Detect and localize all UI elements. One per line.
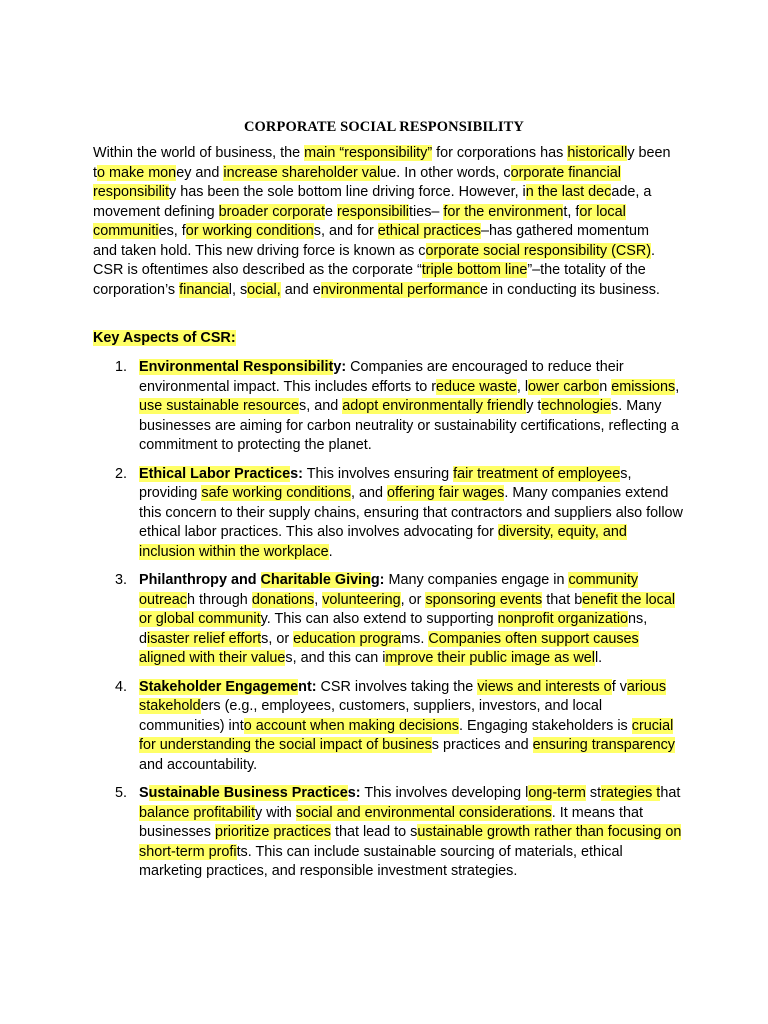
highlighted-text: nvironmental performanc xyxy=(320,281,480,298)
key-aspects-list xyxy=(93,358,683,891)
text-run: . xyxy=(328,543,333,560)
text-run: st xyxy=(585,785,602,801)
highlighted-text: n the last dec xyxy=(525,184,612,200)
text-run: e xyxy=(325,203,338,220)
aspect-text xyxy=(139,785,681,879)
text-run: hat xyxy=(660,785,681,801)
highlighted-text: balance profitabilit xyxy=(139,804,255,821)
highlighted-text: orporate financial responsibilit xyxy=(93,164,621,200)
highlighted-text: volunteering xyxy=(322,591,401,608)
highlighted-text: ocial, xyxy=(247,281,281,298)
highlighted-text: echnologie xyxy=(541,398,612,414)
text-run: This involves ensuring xyxy=(302,465,454,482)
highlighted-text: social and environmental considerations xyxy=(295,804,552,821)
aspect-text xyxy=(139,466,683,560)
text-run: ns, d xyxy=(139,611,648,647)
highlighted-text: donations xyxy=(251,591,315,608)
text-run: . Many companies extend this concern to their supply chains, ensuring that contractors and suppliers also follow ethical labor practices. This also involves advocating for xyxy=(139,485,683,540)
highlighted-text: or working condition xyxy=(185,223,314,239)
text-run: . CSR is oftentimes also described as the corporate “ xyxy=(93,242,656,278)
section-heading-text: Key Aspects of CSR: xyxy=(93,330,236,346)
highlighted-text: nonprofit organizatio xyxy=(497,611,629,627)
section-heading xyxy=(93,329,236,349)
highlighted-text: prioritize practices xyxy=(215,824,331,840)
text-run: y with xyxy=(255,804,296,821)
highlighted-text: or local communiti xyxy=(93,203,626,239)
text-run: , and xyxy=(351,485,388,501)
highlighted-text: fair treatment of employee xyxy=(453,465,621,482)
text-run: , xyxy=(314,591,323,608)
text-run: y been t xyxy=(93,145,671,181)
highlighted-text: ethical practices xyxy=(377,223,481,239)
text-run: s. Many businesses are aiming for carbon neutrality or sustainability certifications, reflecting a commitment to protecting the planet. xyxy=(139,398,679,453)
aspect-text xyxy=(139,359,679,453)
highlighted-text: views and interests o xyxy=(477,678,612,695)
text-run: ey and xyxy=(176,164,224,181)
text-run: s practices and xyxy=(431,737,533,753)
highlighted-text: for the environmen xyxy=(443,203,564,220)
intro-paragraph xyxy=(93,144,673,300)
text-run: for corporations has xyxy=(432,145,568,161)
text-run: . Engaging stakeholders is xyxy=(458,717,632,734)
highlighted-text: ensuring transparency xyxy=(532,737,675,753)
text-run: n xyxy=(599,378,612,395)
text-run: . It means that businesses xyxy=(139,804,643,840)
text-run: t, f xyxy=(563,203,580,220)
text-run: , or xyxy=(400,591,426,608)
text-run: and accountability. xyxy=(139,756,258,773)
highlighted-text: triple bottom line xyxy=(421,262,528,278)
highlighted-text: responsibili xyxy=(337,203,410,220)
highlighted-text: Environmental Responsibilit xyxy=(139,359,334,375)
aspect-item xyxy=(93,678,683,776)
aspect-text xyxy=(139,572,675,666)
document-title: CORPORATE SOCIAL RESPONSIBILITY xyxy=(243,119,524,135)
aspect-item xyxy=(93,571,683,669)
highlighted-text: orporate social responsibility (CSR) xyxy=(425,242,652,259)
text-run: y. This can also extend to supporting xyxy=(260,611,498,627)
text-run: s, or xyxy=(261,630,294,647)
highlighted-text: sponsoring events xyxy=(425,591,543,608)
aspect-text xyxy=(139,679,675,773)
text-run: that lead to s xyxy=(330,824,418,840)
bold-text: g: xyxy=(370,572,385,588)
text-run: ts. This can include sustainable sourcing of materials, ethical marketing practices, and responsible investment strategies. xyxy=(139,843,623,879)
list-number: 2. xyxy=(115,465,128,482)
aspect-item xyxy=(93,784,683,882)
text-run: This involves developing l xyxy=(360,785,529,801)
highlighted-text: Stakeholder Engageme xyxy=(139,678,299,695)
text-run: and e xyxy=(280,281,321,298)
highlighted-text: adopt environmentally friendl xyxy=(342,398,527,414)
highlighted-text: historicall xyxy=(567,145,628,161)
text-run: , xyxy=(675,378,680,395)
bold-text: s: xyxy=(347,785,361,801)
aspect-item xyxy=(93,358,683,456)
highlighted-text: safe working conditions xyxy=(201,485,351,501)
text-run: es, f xyxy=(158,223,186,239)
highlighted-text: offering fair wages xyxy=(387,485,505,501)
text-run: ade, a movement defining xyxy=(93,184,652,220)
highlighted-text: increase shareholder val xyxy=(223,164,381,181)
highlighted-text: ustainable growth rather than focusing on short-term profi xyxy=(139,824,682,860)
text-run: Many companies engage in xyxy=(384,572,569,588)
highlighted-text: main “responsibility” xyxy=(304,145,433,161)
text-run: y t xyxy=(526,398,542,414)
highlighted-text: diversity, equity, and inclusion within the workplace xyxy=(139,524,627,560)
text-run: ue. In other words, c xyxy=(380,164,511,181)
list-number: 4. xyxy=(115,678,128,695)
text-run: Within the world of business, the xyxy=(93,145,305,161)
highlighted-text: rategies t xyxy=(601,785,661,801)
text-run: s, and xyxy=(299,398,343,414)
text-run: ties– xyxy=(409,203,444,220)
bold-text: s: xyxy=(290,465,303,482)
highlighted-text: community outreac xyxy=(139,572,639,608)
bold-text: Philanthropy and xyxy=(139,572,261,588)
text-run: ”–the totality of the corporation’s xyxy=(93,262,646,298)
highlighted-text: educe waste xyxy=(436,378,517,395)
text-run: s, providing xyxy=(139,465,632,501)
text-run: s, and this can i xyxy=(285,650,386,666)
text-run: CSR involves taking the xyxy=(316,678,478,695)
text-run: , l xyxy=(516,378,529,395)
highlighted-text: o make mon xyxy=(97,164,177,181)
text-run: f v xyxy=(611,678,627,695)
bold-text: S xyxy=(139,785,149,801)
highlighted-text: Charitable Givin xyxy=(260,572,371,588)
highlighted-text: crucial for understanding the social impact of busines xyxy=(139,717,674,753)
highlighted-text: enefit the local or global communit xyxy=(139,591,676,627)
highlighted-text: ustainable Business Practice xyxy=(148,785,348,801)
highlighted-text: emissions xyxy=(611,378,676,395)
highlighted-text: o account when making decisions xyxy=(243,717,459,734)
highlighted-text: financia xyxy=(179,281,229,298)
highlighted-text: Ethical Labor Practice xyxy=(139,465,291,482)
text-run: that b xyxy=(542,591,583,608)
text-run: ers (e.g., employees, customers, suppliers, investors, and local communities) int xyxy=(139,698,603,734)
text-run: –has gathered momentum and taken hold. This new driving force is known as c xyxy=(93,223,649,259)
highlighted-text: arious stakehold xyxy=(139,678,667,714)
text-run: s, and for xyxy=(313,223,378,239)
text-run: h through xyxy=(187,591,252,608)
bold-text: y: xyxy=(333,359,347,375)
highlighted-text: Companies often support causes aligned with their value xyxy=(139,630,639,666)
text-run: e in conducting its business. xyxy=(479,281,660,298)
highlighted-text: ower carbo xyxy=(528,378,600,395)
aspect-item xyxy=(93,465,683,563)
highlighted-text: broader corporat xyxy=(218,203,325,220)
list-number: 5. xyxy=(115,785,128,801)
text-run: Companies are encouraged to reduce their environmental impact. This includes efforts to r xyxy=(139,359,624,395)
text-run: l, s xyxy=(228,281,248,298)
text-run: ms. xyxy=(401,630,429,647)
highlighted-text: education progra xyxy=(293,630,402,647)
text-run: y has been the sole bottom line driving force. However, i xyxy=(169,184,526,200)
list-number: 1. xyxy=(115,359,128,375)
highlighted-text: use sustainable resource xyxy=(139,398,299,414)
list-number: 3. xyxy=(115,572,128,588)
highlighted-text: mprove their public image as wel xyxy=(385,650,595,666)
highlighted-text: isaster relief effort xyxy=(147,630,262,647)
text-run: l. xyxy=(594,650,603,666)
bold-text: nt: xyxy=(298,678,317,695)
highlighted-text: ong-term xyxy=(528,785,586,801)
